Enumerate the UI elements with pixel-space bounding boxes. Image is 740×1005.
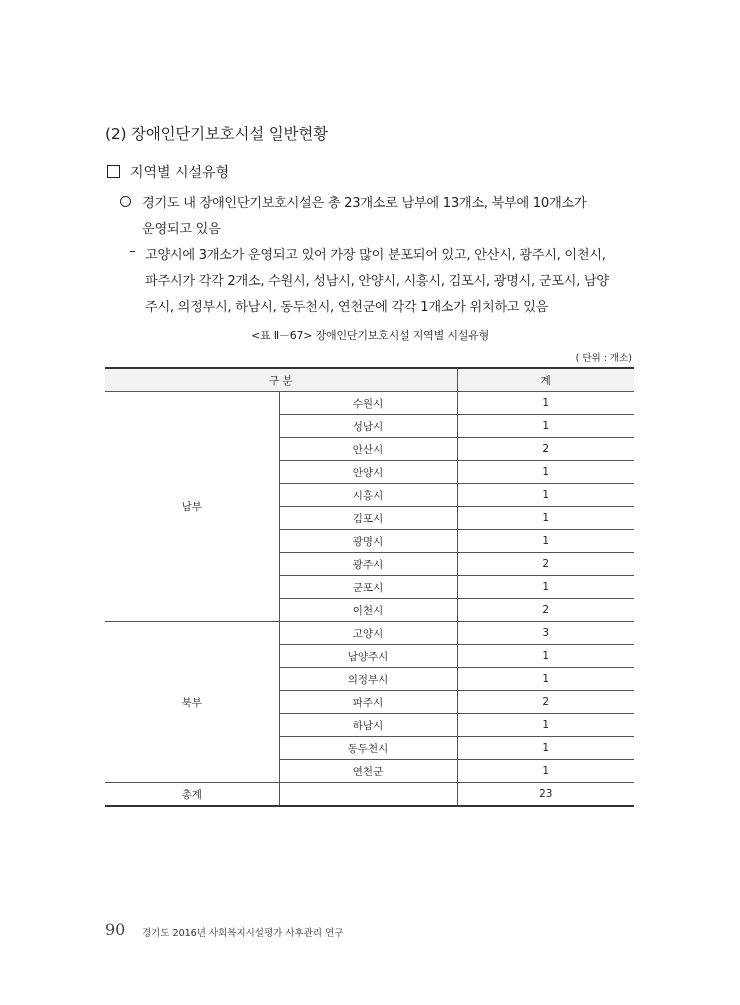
count-cell: 3: [457, 622, 634, 645]
count-cell: 2: [457, 553, 634, 576]
city-cell: 하남시: [279, 714, 457, 737]
city-cell: 고양시: [279, 622, 457, 645]
paragraph1-line2: 운영되고 있음: [142, 222, 221, 237]
city-cell: 남양주시: [279, 645, 457, 668]
paragraph1-line1: 경기도 내 장애인단기보호시설은 총 23개소로 남부에 13개소, 북부에 10개소가: [142, 196, 587, 211]
table-row: [105, 392, 634, 415]
total-label: 총계: [105, 783, 279, 807]
city-cell: 안양시: [279, 461, 457, 484]
square-bullet-icon: [107, 165, 120, 178]
header-count: 계: [457, 368, 634, 392]
city-cell: 의정부시: [279, 668, 457, 691]
total-count: 23: [457, 783, 634, 807]
count-cell: 1: [457, 461, 634, 484]
count-cell: 1: [457, 737, 634, 760]
city-cell: 연천군: [279, 760, 457, 783]
count-cell: 1: [457, 392, 634, 415]
count-cell: 1: [457, 668, 634, 691]
city-cell: 수원시: [279, 392, 457, 415]
count-cell: 1: [457, 645, 634, 668]
subsection-title: 지역별 시설유형: [130, 165, 230, 181]
header-category: 구 분: [105, 368, 457, 392]
city-cell: 시흥시: [279, 484, 457, 507]
city-cell: 광명시: [279, 530, 457, 553]
count-cell: 2: [457, 438, 634, 461]
count-cell: 1: [457, 576, 634, 599]
count-cell: 2: [457, 599, 634, 622]
city-cell: 이천시: [279, 599, 457, 622]
city-cell: 광주시: [279, 553, 457, 576]
table-total-row: [105, 783, 634, 807]
city-cell: 성남시: [279, 415, 457, 438]
count-cell: 1: [457, 760, 634, 783]
paragraph2-line3: 주시, 의정부시, 하남시, 동두천시, 연천군에 각각 1개소가 위치하고 있음: [145, 300, 549, 315]
city-cell: 안산시: [279, 438, 457, 461]
count-cell: 2: [457, 691, 634, 714]
count-cell: 1: [457, 507, 634, 530]
section-title: (2) 장애인단기보호시설 일반현황: [105, 125, 328, 143]
table-row: [105, 622, 634, 645]
table-caption: <표 Ⅱ－67> 장애인단기보호시설 지역별 시설유형: [250, 329, 490, 342]
table-header-row: [105, 368, 634, 392]
footer-text: 경기도 2016년 사회복지시설평가 사후관리 연구: [142, 928, 344, 939]
facility-table: [105, 367, 634, 807]
page-number: 90: [105, 920, 126, 939]
city-cell: 파주시: [279, 691, 457, 714]
paragraph2-line1: 고양시에 3개소가 운영되고 있어 가장 많이 분포되어 있고, 안산시, 광주시, 이천시,: [145, 248, 606, 263]
dash-bullet-icon: –: [129, 244, 136, 259]
region-south: 남부: [105, 392, 279, 622]
city-cell: 김포시: [279, 507, 457, 530]
circle-bullet-icon: [120, 196, 131, 207]
region-north: 북부: [105, 622, 279, 783]
count-cell: 1: [457, 714, 634, 737]
table-unit: ( 단위 : 개소): [575, 353, 632, 364]
count-cell: 1: [457, 530, 634, 553]
count-cell: 1: [457, 415, 634, 438]
count-cell: 1: [457, 484, 634, 507]
subsection-heading: [107, 162, 229, 182]
paragraph2-line2: 파주시가 각각 2개소, 수원시, 성남시, 안양시, 시흥시, 김포시, 광명시, 군포시, 남양: [145, 274, 609, 289]
city-cell: 군포시: [279, 576, 457, 599]
total-empty-cell: [279, 783, 457, 807]
city-cell: 동두천시: [279, 737, 457, 760]
